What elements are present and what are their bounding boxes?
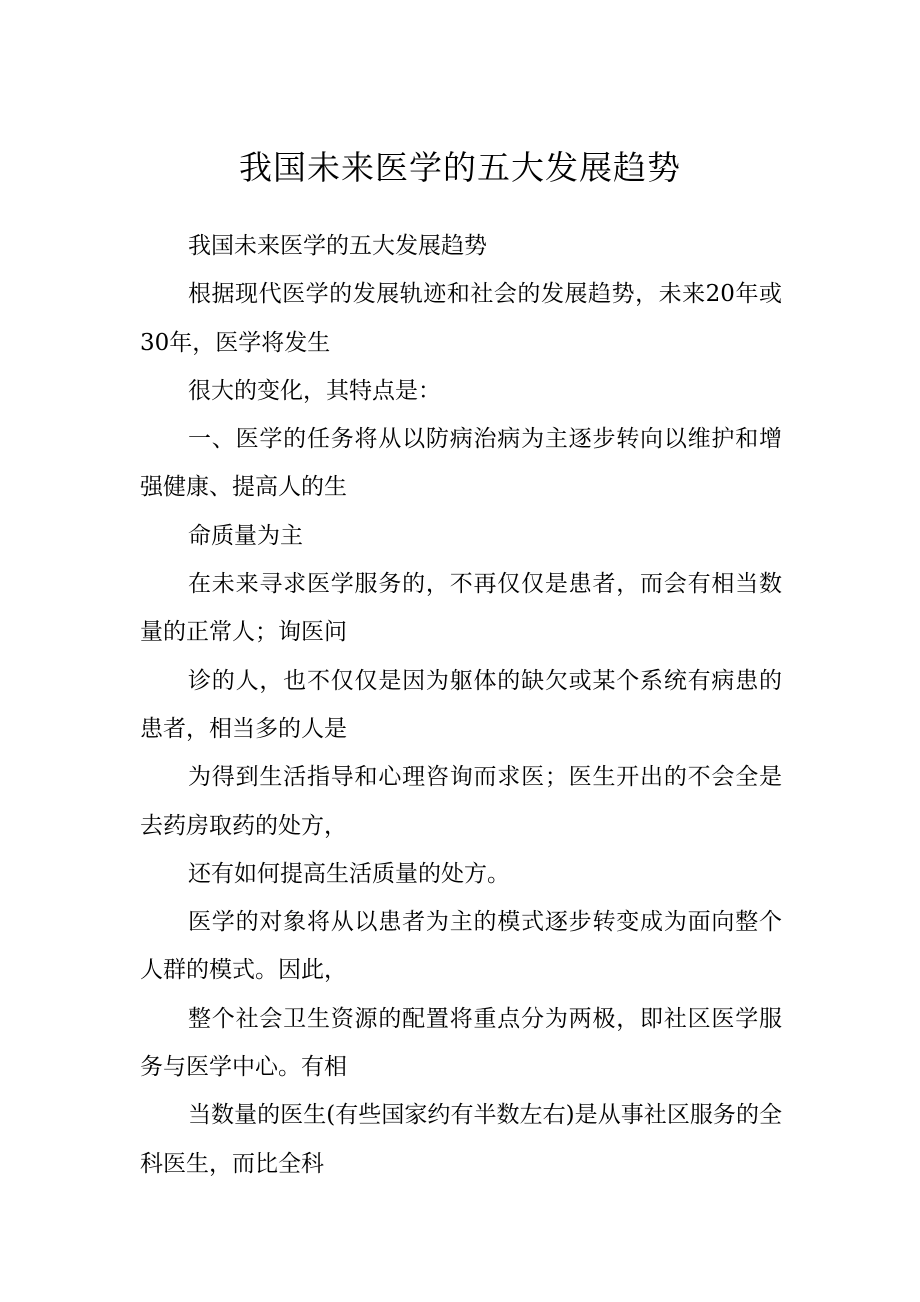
paragraph: 一、医学的任务将从以防病治病为主逐步转向以维护和增强健康、提高人的生 <box>140 426 782 501</box>
paragraph: 命质量为主 <box>188 522 303 549</box>
paragraph: 很大的变化，其特点是： <box>188 377 441 404</box>
paragraph: 当数量的医生(有些国家约有半数左右)是从事社区服务的全科医生，而比全科 <box>140 1102 782 1177</box>
paragraph: 整个社会卫生资源的配置将重点分为两极，即社区医学服务与医学中心。有相 <box>140 1005 782 1081</box>
paragraph: 医学的对象将从以患者为主的模式逐步转变成为面向整个人群的模式。因此， <box>140 909 782 984</box>
paragraph: 根据现代医学的发展轨迹和社会的发展趋势，未来20年或30年，医学将发生 <box>140 281 782 356</box>
paragraph: 在未来寻求医学服务的，不再仅仅是患者，而会有相当数量的正常人；询医问 <box>140 571 782 646</box>
document-body <box>140 222 782 1188</box>
paragraph: 诊的人，也不仅仅是因为躯体的缺欠或某个系统有病患的患者，相当多的人是 <box>140 667 782 742</box>
paragraph: 我国未来医学的五大发展趋势 <box>188 233 487 259</box>
document-title: 我国未来医学的五大发展趋势 <box>239 148 681 187</box>
paragraph: 还有如何提高生活质量的处方。 <box>188 860 510 887</box>
paragraph: 为得到生活指导和心理咨询而求医；医生开出的不会全是去药房取药的处方， <box>140 764 782 839</box>
